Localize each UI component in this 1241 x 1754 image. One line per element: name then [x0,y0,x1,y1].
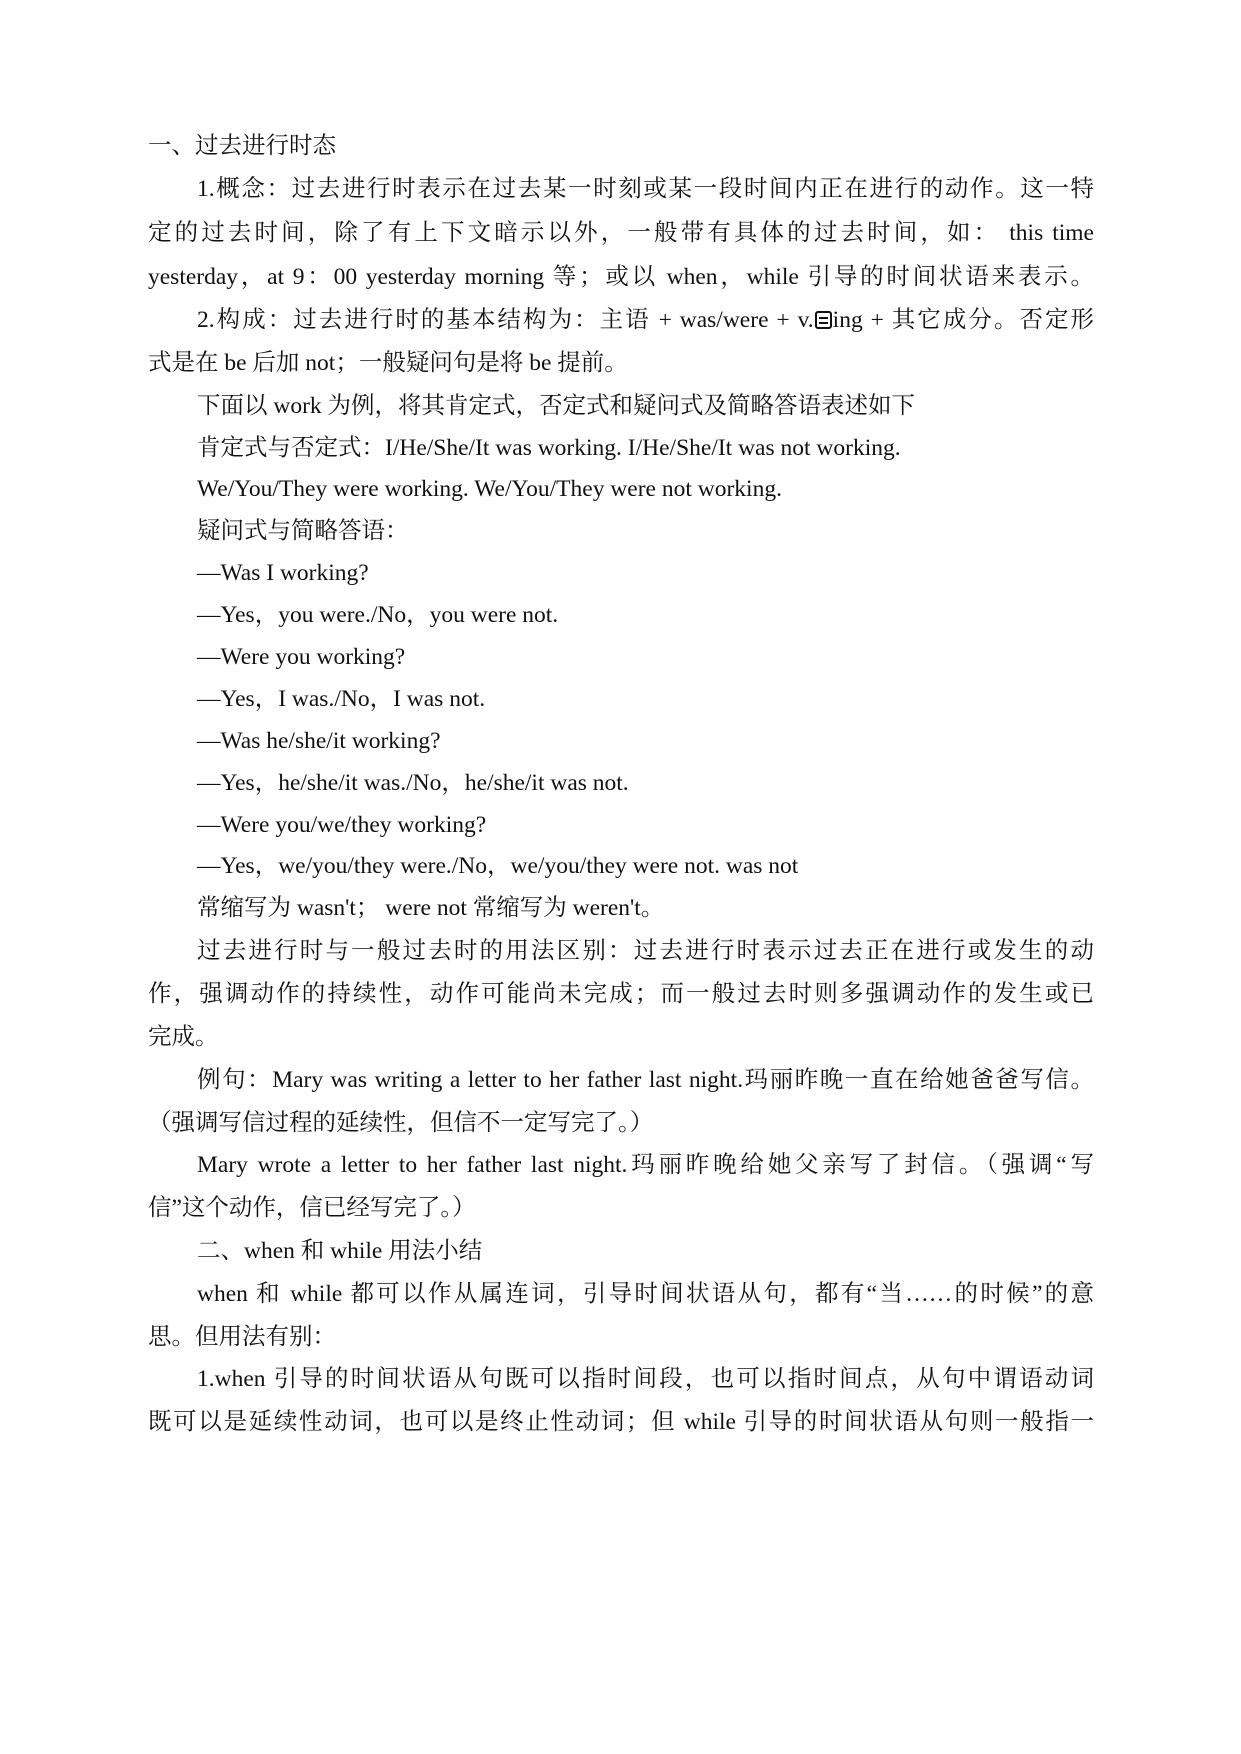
dialogue-line: —Was I working? [197,560,369,586]
difference-paragraph-line: 作，强调动作的持续性，动作可能尚未完成；而一般过去时则多强调动作的发生或已 [148,981,1094,1007]
concept-paragraph-line: 定的过去时间，除了有上下文暗示以外，一般带有具体的过去时间，如： this time [148,220,1094,246]
dialogue-line: —Yes，we/you/they were./No，we/you/they were not. was not [197,853,799,879]
affirmative-negative-line: We/You/They were working. We/You/They were not working. [197,476,782,502]
contraction-note: 常缩写为 wasn't； were not 常缩写为 weren't。 [197,895,665,921]
example-sentence-line: 例句：Mary was writing a letter to her father last night.玛丽昨晚一直在给她爸爸写信。 [197,1067,1094,1093]
affirmative-negative-line: 肯定式与否定式：I/He/She/It was working. I/He/She/It was not working. [197,435,901,461]
concept-paragraph-line: yesterday，at 9：00 yesterday morning 等；或以 when，while 引导的时间状语来表示。 [148,264,1094,290]
when-while-paragraph-line: when 和 while 都可以作从属连词，引导时间状语从句，都有“当……的时候”的意 [197,1281,1094,1307]
when-usage-paragraph-line: 1.when 引导的时间状语从句既可以指时间段，也可以指时间点，从句中谓语动词 [197,1366,1094,1392]
section-heading-past-continuous: 一、过去进行时态 [148,133,336,159]
dialogue-line: —Yes，you were./No，you were not. [197,602,559,628]
structure-paragraph-line [197,305,1094,335]
note-icon [815,311,832,329]
example-intro: 下面以 work 为例，将其肯定式，否定式和疑问式及简略答语表述如下 [197,393,916,419]
example-sentence-line: （强调写信过程的延续性，但信不一定写完了。） [148,1110,654,1136]
dialogue-line: —Yes，he/she/it was./No，he/she/it was not. [197,770,629,796]
example-sentence-line: Mary wrote a letter to her father last night.玛丽昨晚给她父亲写了封信。（强调“写 [197,1152,1094,1178]
structure-paragraph-line: 式是在 be 后加 not；一般疑问句是将 be 提前。 [148,350,628,376]
dialogue-line: —Were you/we/they working? [197,812,487,838]
dialogue-line: —Yes，I was./No，I was not. [197,686,486,712]
dialogue-line: —Were you working? [197,644,406,670]
when-usage-paragraph-line: 既可以是延续性动词，也可以是终止性动词；但 while 引导的时间状语从句则一般指一 [148,1409,1094,1435]
structure-text-part: 2.构成：过去进行时的基本结构为：主语 + was/were + v. [197,307,814,333]
difference-paragraph-line: 过去进行时与一般过去时的用法区别：过去进行时表示过去正在进行或发生的动 [197,938,1094,964]
dialogue-line: —Was he/she/it working? [197,728,441,754]
concept-paragraph-line: 1.概念：过去进行时表示在过去某一时刻或某一段时间内正在进行的动作。这一特 [197,176,1094,202]
structure-text-part: ing + 其它成分。否定形 [832,307,1094,333]
difference-paragraph-line: 完成。 [148,1024,219,1050]
when-while-paragraph-line: 思。但用法有别： [148,1324,336,1350]
question-form-label: 疑问式与简略答语： [197,518,409,544]
example-sentence-line: 信”这个动作，信已经写完了。） [148,1195,476,1221]
section-heading-when-while: 二、when 和 while 用法小结 [197,1238,483,1264]
